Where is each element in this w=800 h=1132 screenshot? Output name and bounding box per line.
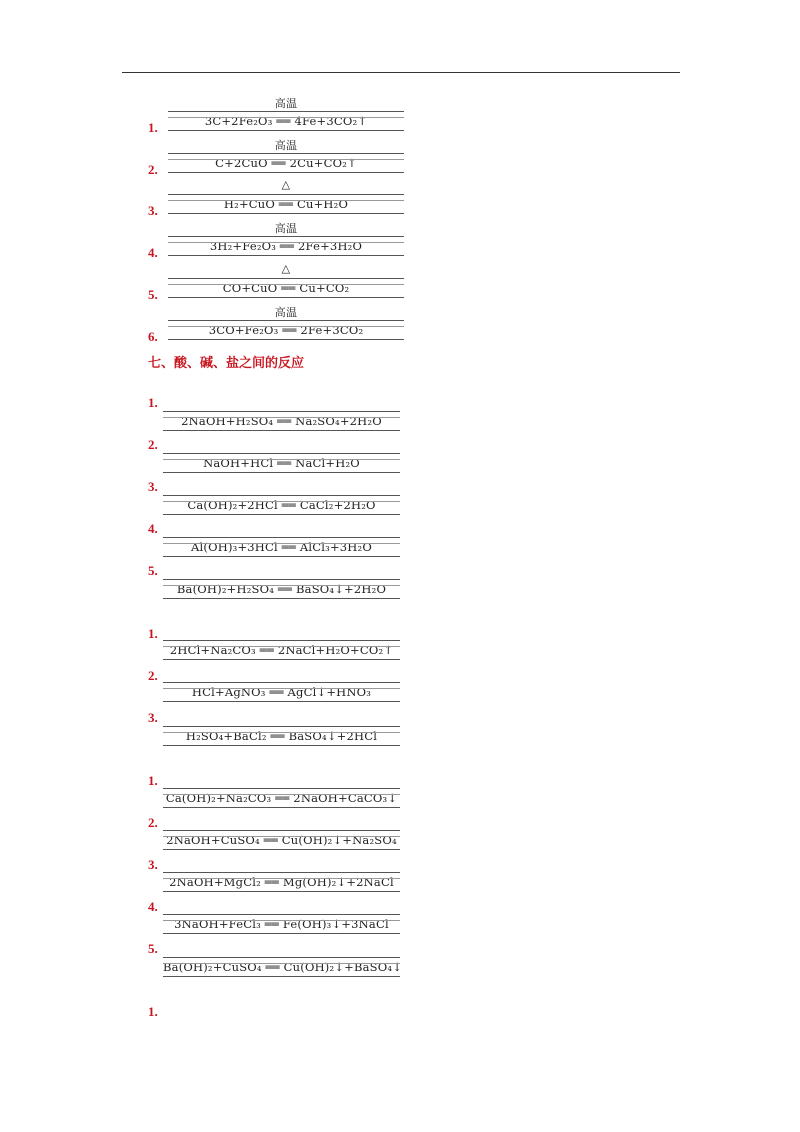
equation-text: H₂SO₄+BaCl₂ ══ BaSO₄↓+2HCl: [185, 729, 378, 743]
reaction-condition: 高温: [274, 97, 298, 110]
equation: [163, 414, 400, 428]
reaction-condition: 高温: [274, 222, 298, 235]
reaction-condition: 高温: [274, 139, 298, 152]
item-number: 2.: [148, 437, 158, 452]
item-number: 2.: [148, 668, 158, 683]
equation-text: H₂+CuO ══ Cu+H₂O: [223, 197, 349, 211]
equation-text: Ca(OH)₂+Na₂CO₃ ══ 2NaOH+CaCO₃↓: [165, 791, 398, 805]
equation: [163, 729, 400, 743]
item-number: 1.: [148, 626, 158, 641]
equation-text: Al(OH)₃+3HCl ══ AlCl₃+3H₂O: [191, 540, 372, 554]
item-number: 4.: [148, 521, 158, 536]
item-number: 3.: [148, 203, 158, 218]
equation: [163, 643, 400, 657]
equation-text: C+2CuO ══ 2Cu+CO₂↑: [215, 156, 357, 170]
equation: [163, 582, 400, 596]
equation-text: 2HCl+Na₂CO₃ ══ 2NaCl+H₂O+CO₂↑: [169, 643, 394, 657]
item-number: 6.: [148, 329, 158, 344]
reaction-condition: △: [281, 178, 291, 191]
equation: [163, 791, 400, 805]
equation: [163, 498, 400, 512]
item-number: 4.: [148, 899, 158, 914]
equation-text: 3NaOH+FeCl₃ ══ Fe(OH)₃↓+3NaCl: [174, 917, 389, 931]
equation: [168, 222, 404, 253]
item-number: 1.: [148, 395, 158, 410]
item-number: 1.: [148, 773, 158, 788]
reaction-condition: △: [281, 262, 291, 275]
equation-text: HCl+AgNO₃ ══ AgCl↓+HNO₃: [191, 685, 372, 699]
equation: [168, 262, 404, 295]
equation: [163, 540, 400, 554]
equation: [163, 960, 403, 974]
equation-text: Ba(OH)₂+CuSO₄ ══ Cu(OH)₂↓+BaSO₄↓: [163, 960, 403, 974]
equation-text: Ca(OH)₂+2HCl ══ CaCl₂+2H₂O: [187, 498, 376, 512]
header-rule: [122, 72, 680, 73]
equation: [168, 306, 404, 337]
equation-text: 3H₂+Fe₂O₃ ══ 2Fe+3H₂O: [209, 239, 363, 253]
equation: [163, 917, 400, 931]
item-number: 3.: [148, 479, 158, 494]
item-number: 5.: [148, 941, 158, 956]
item-number: 2.: [148, 815, 158, 830]
equation-text: NaOH+HCl ══ NaCl+H₂O: [203, 456, 360, 470]
equation: [163, 875, 400, 889]
section-heading: 七、酸、碱、盐之间的反应: [148, 356, 305, 371]
equation-text: 2NaOH+CuSO₄ ══ Cu(OH)₂↓+Na₂SO₄: [166, 833, 397, 847]
equation-text: 2NaOH+H₂SO₄ ══ Na₂SO₄+2H₂O: [181, 414, 382, 428]
equation-text: CO+CuO ══ Cu+CO₂: [222, 281, 350, 295]
item-number: 1.: [148, 1004, 158, 1019]
item-number: 5.: [148, 563, 158, 578]
equation-text: 3C+2Fe₂O₃ ══ 4Fe+3CO₂↑: [204, 114, 368, 128]
item-number: 4.: [148, 245, 158, 260]
equation: [168, 97, 404, 128]
reaction-condition: 高温: [274, 306, 298, 319]
equation: [168, 139, 404, 170]
equation-text: 3CO+Fe₂O₃ ══ 2Fe+3CO₂: [208, 323, 364, 337]
item-number: 3.: [148, 710, 158, 725]
equation-text: Ba(OH)₂+H₂SO₄ ══ BaSO₄↓+2H₂O: [176, 582, 387, 596]
item-number: 3.: [148, 857, 158, 872]
equation: [168, 178, 404, 211]
equation: [163, 833, 400, 847]
item-number: 2.: [148, 162, 158, 177]
item-number: 1.: [148, 120, 158, 135]
item-number: 5.: [148, 287, 158, 302]
equation-text: 2NaOH+MgCl₂ ══ Mg(OH)₂↓+2NaCl: [169, 875, 394, 889]
equation: [163, 685, 400, 699]
equation: [163, 456, 400, 470]
